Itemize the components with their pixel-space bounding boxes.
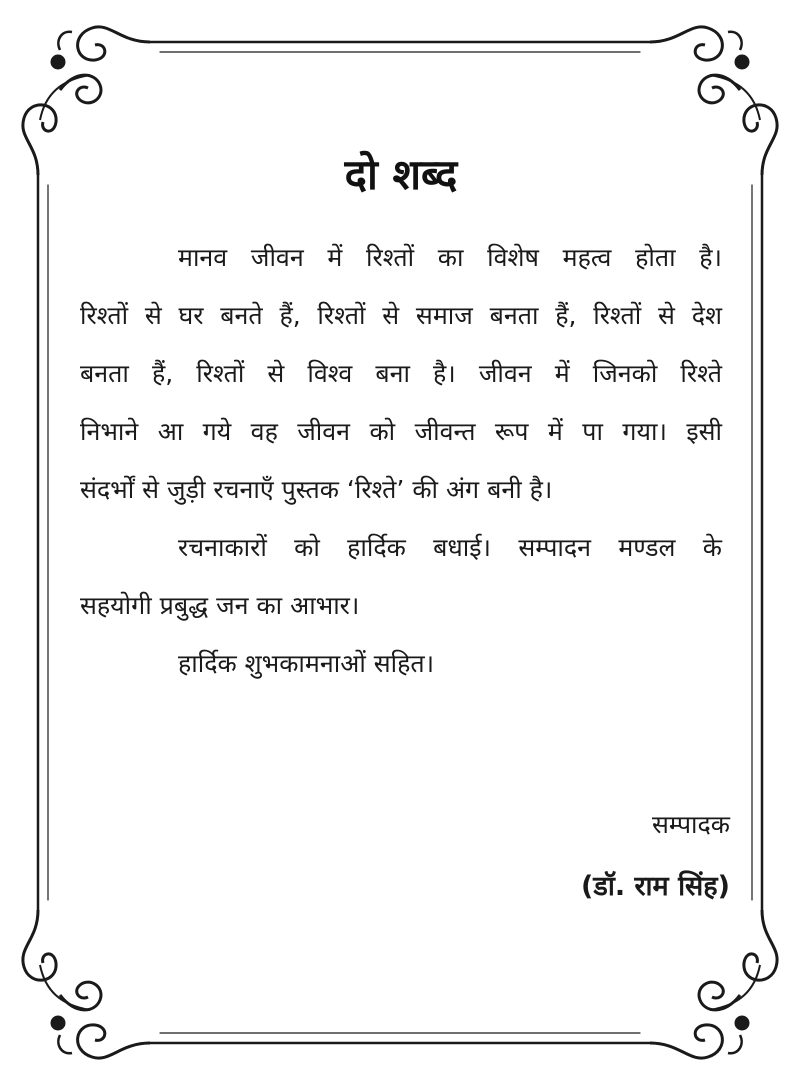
paragraph-1 bbox=[80, 229, 722, 519]
signature-role: सम्पादक bbox=[651, 810, 730, 839]
page-title: दो शब्द bbox=[344, 150, 458, 199]
paragraph-2 bbox=[80, 519, 722, 635]
paragraph-line: निभाने आ गये वह जीवन को जीवन्त रूप में पा गया। इसी bbox=[80, 417, 722, 446]
document-body bbox=[80, 145, 722, 693]
paragraph-line: हार्दिक शुभकामनाओं सहित। bbox=[178, 649, 435, 678]
paragraph-line: बनता हैं, रिश्तों से विश्व बना है। जीवन में जिनको रिश्ते bbox=[80, 359, 722, 388]
paragraph-line: संदर्भों से जुड़ी रचनाएँ पुस्तक ‘रिश्ते’ की अंग बनी है। bbox=[80, 475, 553, 504]
paragraph-3 bbox=[80, 635, 722, 693]
paragraph-line: मानव जीवन में रिश्तों का विशेष महत्व होता है। bbox=[178, 243, 722, 272]
signature-name: (डॉ. राम सिंह) bbox=[581, 871, 730, 902]
corner-ornament-bottom-left-icon bbox=[23, 910, 150, 1058]
paragraph-line: रचनाकारों को हार्दिक बधाई। सम्पादन मण्डल के bbox=[178, 533, 722, 562]
paragraph-line: रिश्तों से घर बनते हैं, रिश्तों से समाज बनता हैं, रिश्तों से देश bbox=[80, 301, 722, 330]
paragraph-line: सहयोगी प्रबुद्ध जन का आभार। bbox=[80, 591, 360, 620]
corner-ornament-bottom-right-icon bbox=[650, 910, 777, 1058]
signature-block bbox=[581, 805, 730, 907]
